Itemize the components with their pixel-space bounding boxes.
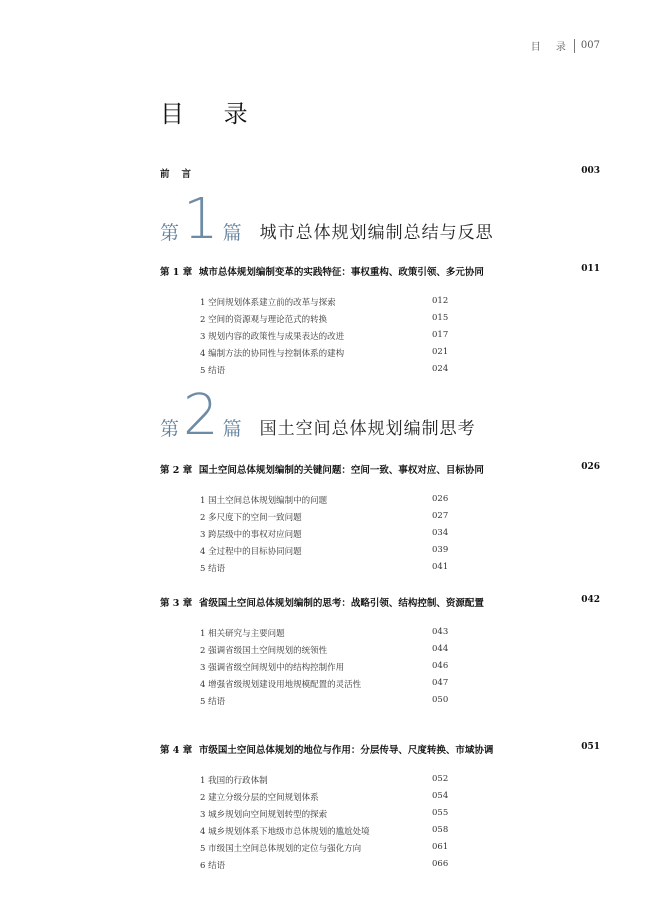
section-title: 全过程中的目标协同问题 [208,547,302,557]
section-page: 061 [432,842,449,852]
section-page: 034 [432,528,449,538]
chapter-heading [160,264,484,278]
section-heading [200,330,344,342]
section-page: 058 [432,825,449,835]
section-page: 027 [432,511,449,521]
running-header-title: 目 录 [530,42,572,53]
section-page: 066 [432,859,449,869]
section-number: 5 [200,564,206,574]
section-title: 空间的资源观与理论范式的转换 [208,315,328,325]
section-number: 2 [200,513,206,523]
section-title: 强调省级国土空间规划的统领性 [208,646,328,656]
section-page: 041 [432,562,449,572]
section-page: 050 [432,695,449,705]
section-entry[interactable] [200,791,450,803]
chapter-label: 第 1 章 [160,267,193,278]
section-number: 5 [200,697,206,707]
section-page: 026 [432,494,449,504]
section-page: 021 [432,347,449,357]
section-heading [200,825,370,837]
part-number: 1 [183,187,219,252]
section-heading [200,661,344,673]
section-heading [200,511,302,523]
section-title: 我国的行政体制 [208,776,268,786]
section-page: 044 [432,644,449,654]
chapter-title: 省级国土空间总体规划编制的思考：战略引领、结构控制、资源配置 [198,598,484,609]
part-title: 城市总体规划编制总结与反思 [259,223,494,244]
chapter-heading [160,595,484,609]
chapter-page: 011 [581,264,600,274]
section-title: 市级国土空间总体规划的定位与强化方向 [208,844,362,854]
section-entry[interactable] [200,545,450,557]
section-entry[interactable] [200,859,450,871]
section-entry[interactable] [200,562,450,574]
section-entry[interactable] [200,364,450,376]
chapter-page: 026 [581,462,600,472]
header-divider [574,39,575,53]
section-heading [200,644,327,656]
section-heading [200,545,302,557]
section-entry[interactable] [200,825,450,837]
section-page: 046 [432,661,449,671]
section-entry[interactable] [200,644,450,656]
section-heading [200,562,225,574]
part-title: 国土空间总体规划编制思考 [259,419,476,440]
section-number: 3 [200,530,206,540]
section-title: 规划内容的政策性与成果表达的改进 [208,332,345,342]
section-heading [200,808,327,820]
section-heading [200,774,268,786]
section-heading [200,859,225,871]
section-title: 相关研究与主要问题 [208,629,285,639]
section-entry[interactable] [200,330,450,342]
section-title: 结语 [208,564,226,574]
section-entry[interactable] [200,695,450,707]
part-suffix: 篇 [222,417,242,440]
section-number: 3 [200,810,206,820]
section-number: 5 [200,844,206,854]
section-page: 024 [432,364,449,374]
chapter-label: 第 3 章 [160,598,193,609]
section-number: 4 [200,827,206,837]
part-prefix: 第 [160,417,180,440]
section-entry[interactable] [200,494,450,506]
section-title: 编制方法的协同性与控制体系的建构 [208,349,345,359]
section-page: 047 [432,678,449,688]
chapter-2-entry[interactable] [160,462,600,476]
page-title: 目 录 [160,100,264,128]
section-entry[interactable] [200,511,450,523]
section-page: 043 [432,627,449,637]
section-number: 4 [200,680,206,690]
section-title: 跨层级中的事权对应问题 [208,530,302,540]
section-number: 1 [200,496,206,506]
running-header-page: 007 [580,40,600,51]
section-title: 国土空间总体规划编制中的问题 [208,496,328,506]
section-heading [200,695,225,707]
preface-page: 003 [581,166,600,176]
chapter-title: 市级国土空间总体规划的地位与作用：分层传导、尺度转换、市域协调 [198,745,494,756]
section-number: 4 [200,349,206,359]
section-number: 3 [200,663,206,673]
section-number: 2 [200,315,206,325]
running-header [531,38,600,53]
chapter-page: 051 [581,742,600,752]
section-entry[interactable] [200,808,450,820]
section-page: 055 [432,808,449,818]
section-heading [200,791,319,803]
section-number: 2 [200,646,206,656]
section-page: 052 [432,774,449,784]
chapter-heading [160,742,493,756]
chapter-title: 城市总体规划编制变革的实践特征：事权重构、政策引领、多元协同 [198,267,484,278]
section-title: 多尺度下的空间一致问题 [208,513,302,523]
section-title: 城乡规划向空间规划转型的探索 [208,810,328,820]
section-heading [200,528,302,540]
section-entry[interactable] [200,774,450,786]
section-page: 054 [432,791,449,801]
chapter-title: 国土空间总体规划编制的关键问题：空间一致、事权对应、目标协同 [198,465,484,476]
section-title: 城乡规划体系下地级市总体规划的尴尬处境 [208,827,370,837]
chapter-page: 042 [581,595,600,605]
section-title: 结语 [208,861,226,871]
part-2-heading[interactable] [160,383,476,448]
section-number: 5 [200,366,206,376]
section-page: 012 [432,296,449,306]
chapter-label: 第 4 章 [160,745,193,756]
preface-entry[interactable] [160,166,600,180]
section-heading [200,313,327,325]
chapter-3-entry[interactable] [160,595,600,609]
section-number: 3 [200,332,206,342]
section-entry[interactable] [200,347,450,359]
section-entry[interactable] [200,661,450,673]
part-number: 2 [183,383,219,448]
section-number: 2 [200,793,206,803]
section-entry[interactable] [200,313,450,325]
section-number: 4 [200,547,206,557]
section-number: 1 [200,776,206,786]
section-entry[interactable] [200,678,450,690]
section-number: 1 [200,629,206,639]
chapter-heading [160,462,484,476]
section-page: 017 [432,330,449,340]
section-entry[interactable] [200,627,450,639]
section-heading [200,296,336,308]
section-entry[interactable] [200,842,450,854]
section-number: 6 [200,861,206,871]
section-page: 015 [432,313,449,323]
preface-label: 前言 [160,169,204,180]
section-entry[interactable] [200,528,450,540]
section-page: 039 [432,545,449,555]
section-heading [200,347,344,359]
section-title: 建立分级分层的空间规划体系 [208,793,319,803]
section-title: 强调省级空间规划中的结构控制作用 [208,663,345,673]
chapter-4-entry[interactable] [160,742,600,756]
part-prefix: 第 [160,221,180,244]
section-heading [200,842,361,854]
section-entry[interactable] [200,296,450,308]
section-heading [200,627,285,639]
section-number: 1 [200,298,206,308]
chapter-label: 第 2 章 [160,465,193,476]
part-1-heading[interactable] [160,187,494,252]
section-heading [200,364,225,376]
section-heading [200,678,361,690]
part-suffix: 篇 [222,221,242,244]
section-heading [200,494,327,506]
chapter-1-entry[interactable] [160,264,600,278]
section-title: 结语 [208,697,226,707]
section-title: 结语 [208,366,226,376]
section-title: 增强省级规划建设用地规模配置的灵活性 [208,680,362,690]
section-title: 空间规划体系建立前的改革与探索 [208,298,336,308]
